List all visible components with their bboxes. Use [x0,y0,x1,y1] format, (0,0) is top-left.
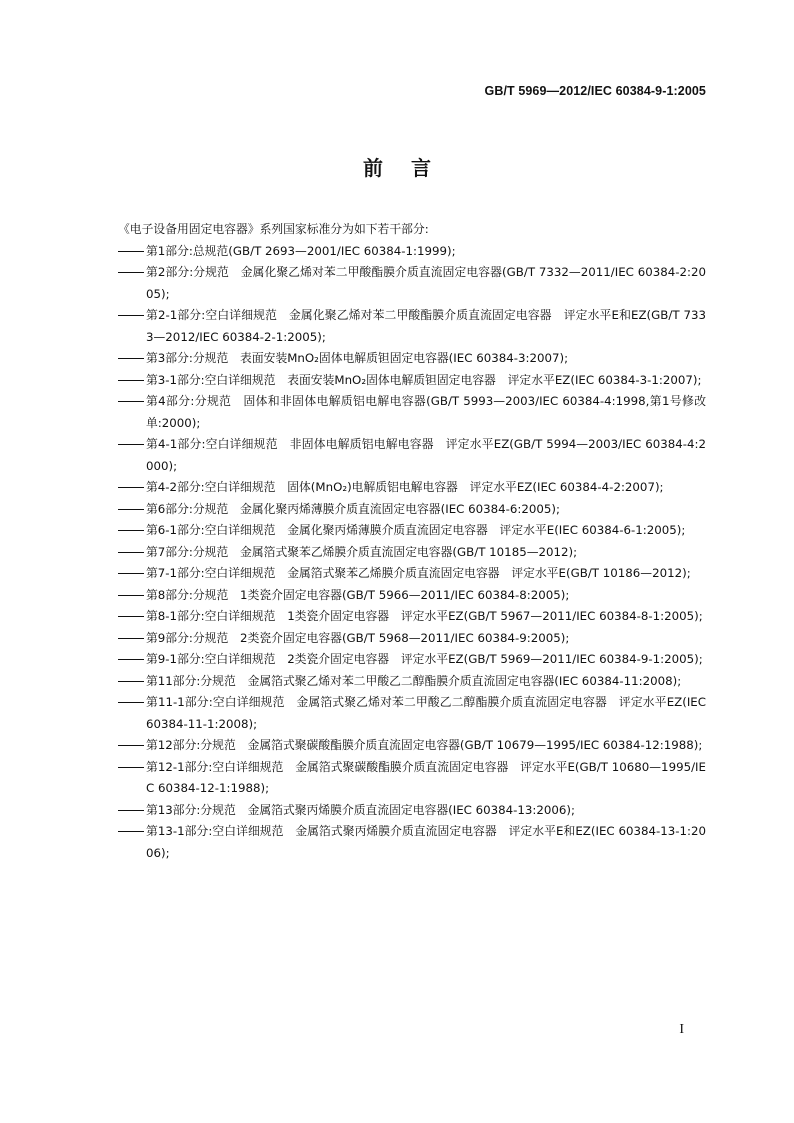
list-item [118,499,706,521]
page-title: 前言 [363,156,459,180]
list-item [118,735,706,757]
part-entry-text: 第7部分:分规范 金属箔式聚苯乙烯膜介质直流固定电容器(GB/T 10185—2012); [146,544,578,559]
list-item [118,671,706,693]
list-item [118,391,706,434]
list-item [118,477,706,499]
list-item [118,821,706,864]
part-entry-text: 第1部分:总规范(GB/T 2693—2001/IEC 60384-1:1999); [146,243,456,258]
part-entry-text: 第3-1部分:空白详细规范 表面安装MnO₂固体电解质钽固定电容器 评定水平EZ(IEC 60384-3-1:2007); [146,372,702,387]
list-item [118,305,706,348]
part-entry-text: 第2-1部分:空白详细规范 金属化聚乙烯对苯二甲酸酯膜介质直流固定电容器 评定水平E和EZ(GB/T 7333—2012/IEC 60384-2-1:2005); [146,308,706,344]
list-item [118,800,706,822]
list-item [118,262,706,305]
part-entry-text: 第11-1部分:空白详细规范 金属箔式聚乙烯对苯二甲酸乙二醇酯膜介质直流固定电容器 评定水平EZ(IEC 60384-11-1:2008); [146,695,706,731]
foreword-body [118,219,706,864]
part-entry-text: 第8部分:分规范 1类瓷介固定电容器(GB/T 5966—2011/IEC 60384-8:2005); [146,587,570,602]
standard-code-header: GB/T 5969—2012/IEC 60384-9-1:2005 [484,84,706,98]
list-item [118,649,706,671]
part-entry-text: 第13部分:分规范 金属箔式聚丙烯膜介质直流固定电容器(IEC 60384-13:2006); [146,802,576,817]
list-item [118,542,706,564]
list-item [118,520,706,542]
part-entry-text: 第11部分:分规范 金属箔式聚乙烯对苯二甲酸乙二醇酯膜介质直流固定电容器(IEC 60384-11:2008); [146,673,682,688]
part-entry-text: 第13-1部分:空白详细规范 金属箔式聚丙烯膜介质直流固定电容器 评定水平E和EZ(IEC 60384-13-1:2006); [146,824,706,860]
part-entry-text: 第8-1部分:空白详细规范 1类瓷介固定电容器 评定水平EZ(GB/T 5967—2011/IEC 60384-8-1:2005); [146,609,703,623]
page-number: I [679,1022,684,1037]
list-item [118,563,706,585]
list-item [118,628,706,650]
part-entry-text: 第4-2部分:空白详细规范 固体(MnO₂)电解质铝电解电容器 评定水平EZ(IEC 60384-4-2:2007); [146,480,664,494]
list-item [118,370,706,392]
list-item [118,241,706,263]
part-entry-text: 第12-1部分:空白详细规范 金属箔式聚碳酸酯膜介质直流固定电容器 评定水平E(GB/T 10680—1995/IEC 60384-12-1:1988); [146,759,706,795]
list-item [118,348,706,370]
list-item [118,434,706,477]
part-entry-text: 第6-1部分:空白详细规范 金属化聚丙烯薄膜介质直流固定电容器 评定水平E(IEC 60384-6-1:2005); [146,523,686,537]
part-entry-text: 第9-1部分:空白详细规范 2类瓷介固定电容器 评定水平EZ(GB/T 5969—2011/IEC 60384-9-1:2005); [146,652,703,666]
part-entry-text: 第3部分:分规范 表面安装MnO₂固体电解质钽固定电容器(IEC 60384-3:2007); [146,351,569,365]
part-entry-text: 第6部分:分规范 金属化聚丙烯薄膜介质直流固定电容器(IEC 60384-6:2005); [146,501,560,516]
list-item [118,757,706,800]
part-entry-text: 第12部分:分规范 金属箔式聚碳酸酯膜介质直流固定电容器(GB/T 10679—1995/IEC 60384-12:1988); [146,738,703,752]
part-entry-text: 第7-1部分:空白详细规范 金属箔式聚苯乙烯膜介质直流固定电容器 评定水平E(GB/T 10186—2012); [146,566,691,580]
part-entry-text: 第2部分:分规范 金属化聚乙烯对苯二甲酸酯膜介质直流固定电容器(GB/T 7332—2011/IEC 60384-2:2005); [146,265,706,301]
part-entry-text: 第4部分:分规范 固体和非固体电解质铝电解电容器(GB/T 5993—2003/IEC 60384-4:1998,第1号修改单:2000); [146,394,706,430]
list-item [118,585,706,607]
list-item [118,606,706,628]
part-entry-text: 第4-1部分:空白详细规范 非固体电解质铝电解电容器 评定水平EZ(GB/T 5994—2003/IEC 60384-4:2000); [146,437,706,473]
part-entry-text: 第9部分:分规范 2类瓷介固定电容器(GB/T 5968—2011/IEC 60384-9:2005); [146,630,570,645]
intro-paragraph: 《电子设备用固定电容器》系列国家标准分为如下若干部分: [118,222,429,236]
parts-list [118,241,706,865]
list-item [118,692,706,735]
